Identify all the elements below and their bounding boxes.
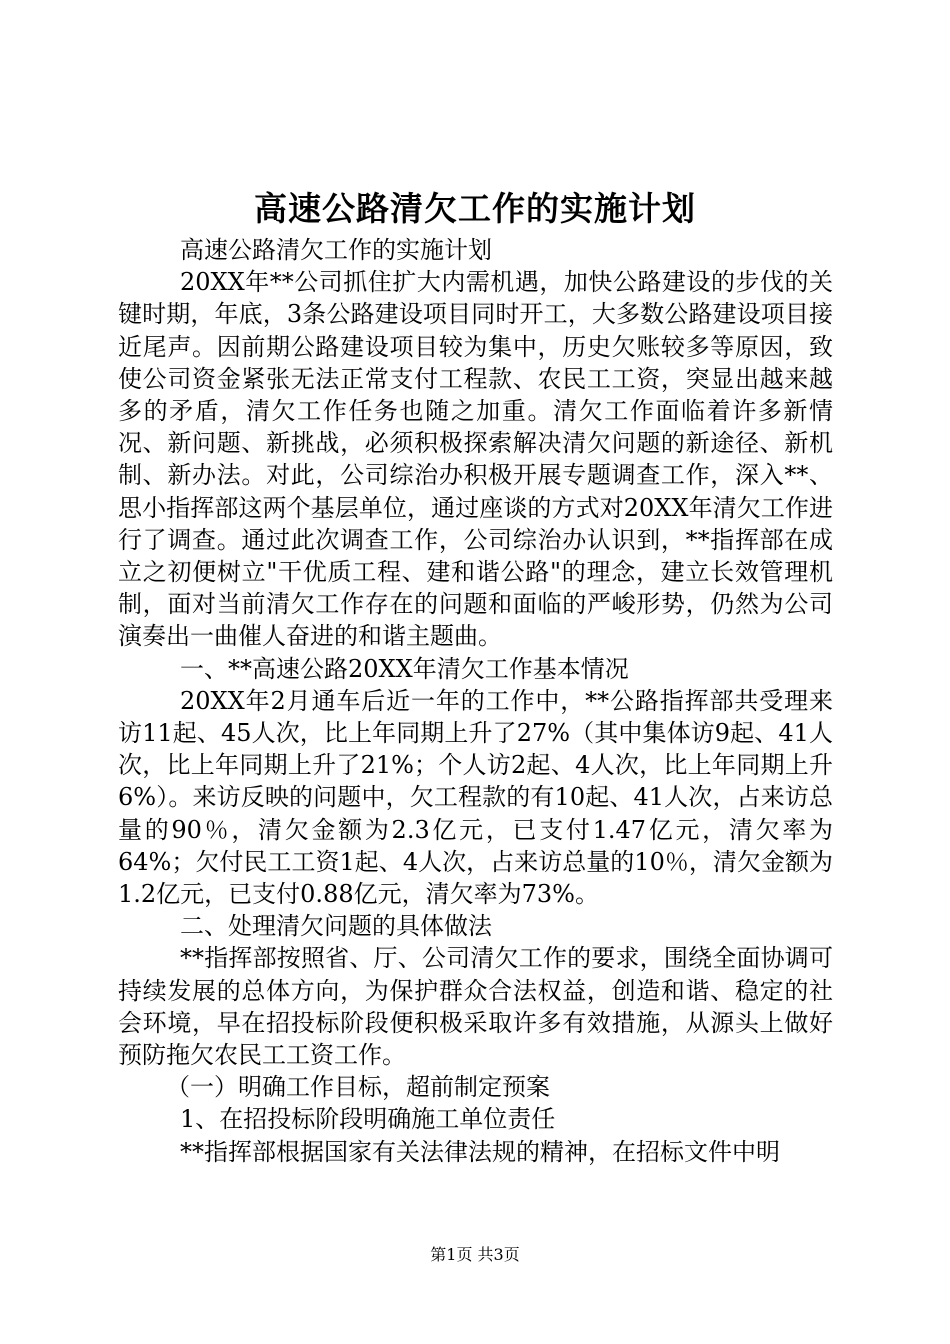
- document-body: [118, 234, 833, 1168]
- paragraph-situation: 20XX年2月通车后近一年的工作中，**公路指挥部共受理来访11起、45人次，比上年同期上升了27%（其中集体访9起、41人次，比上年同期上升了21%；个人访2起、4人次，比上年同期上升6%）。来访反映的问题中，欠工程款的有10起、41人次，占来访总量的90％，清欠金额为2.3亿元，已支付1.47亿元，清欠率为64%；欠付民工工资1起、4人次，占来访总量的10％，清欠金额为1.2亿元，已支付0.88亿元，清欠率为73%。: [118, 686, 833, 909]
- paragraph-intro: 20XX年**公司抓住扩大内需机遇，加快公路建设的步伐的关键时期，年底，3条公路建设项目同时开工，大多数公路建设项目接近尾声。因前期公路建设项目较为集中，历史欠账较多等原因，致使公司资金紧张无法正常支付工程款、农民工工资，突显出越来越多的矛盾，清欠工作任务也随之加重。清欠工作面临着许多新情况、新问题、新挑战，必须积极探索解决清欠问题的新途径、新机制、新办法。对此，公司综治办积极开展专题调查工作，深入**、思小指挥部这两个基层单位，通过座谈的方式对20XX年清欠工作进行了调查。通过此次调查工作，公司综治办认识到，**指挥部在成立之初便树立"干优质工程、建和谐公路"的理念，建立长效管理机制，面对当前清欠工作存在的问题和面临的严峻形势，仍然为公司演奏出一曲催人奋进的和谐主题曲。: [118, 268, 833, 651]
- document-title: 高速公路清欠工作的实施计划: [254, 189, 696, 228]
- subsection-heading-1: （一）明确工作目标，超前制定预案: [166, 1073, 550, 1102]
- section-heading-1: 一、**高速公路20XX年清欠工作基本情况: [180, 654, 629, 683]
- section-heading-2: 二、处理清欠问题的具体做法: [180, 912, 492, 941]
- paragraph-practice: **指挥部按照省、厅、公司清欠工作的要求，围绕全面协调可持续发展的总体方向，为保护群众合法权益，创造和谐、稳定的社会环境，早在招投标阶段便积极采取许多有效措施，从源头上做好预防拖欠农民工工资工作。: [118, 944, 833, 1070]
- paragraph-item-1: **指挥部根据国家有关法律法规的精神，在招标文件中明: [180, 1137, 780, 1166]
- paragraph-subtitle: 高速公路清欠工作的实施计划: [180, 236, 492, 264]
- page-number: 第1页 共3页: [430, 1245, 520, 1264]
- item-heading-1: 1、在招投标阶段明确施工单位责任: [180, 1105, 556, 1134]
